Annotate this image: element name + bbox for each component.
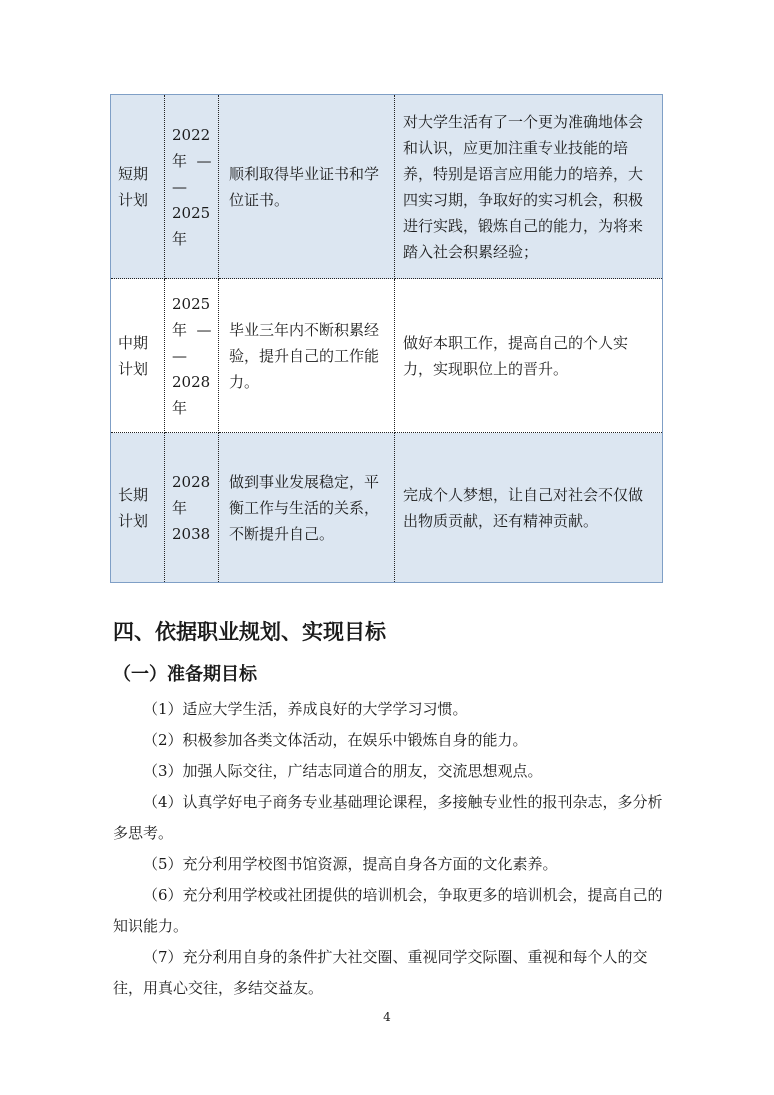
plan-type-line: 中期 [118, 333, 149, 352]
plan-time-line: 年 [172, 498, 188, 517]
plan-time-line: 年 [172, 398, 188, 417]
plan-time-line: 2028 [172, 372, 211, 391]
plan-type-line: 计划 [118, 359, 149, 378]
plan-time-line: 2025 [172, 294, 211, 313]
plan-goal-cell [219, 279, 395, 433]
plan-goal-text: 顺利取得毕业证书和学位证书。 [229, 164, 380, 209]
plan-time-line: 年 [172, 229, 188, 248]
plan-action-text: 对大学生活有了一个更为准确地体会和认识，应更加注重专业技能的培养，特别是语言应用能力的培养，大四实习期，争取好的实习机会，积极进行实践，锻炼自己的能力，为将来踏入社会积累经验； [403, 112, 644, 261]
section-heading: 四、依据职业规划、实现目标 [113, 620, 386, 644]
goal-item: （2）积极参加各类文体活动，在娱乐中锻炼自身的能力。 [143, 731, 528, 749]
plan-time-line: 年 — [172, 320, 212, 339]
plan-time-line: 年 — [172, 151, 212, 170]
goal-list [113, 694, 665, 1004]
goal-item: （3）加强人际交往，广结志同道合的朋友，交流思想观点。 [143, 762, 543, 780]
goal-item: （5）充分利用学校图书馆资源，提高自身各方面的文化素养。 [143, 855, 558, 873]
goal-item: （4）认真学好电子商务专业基础理论课程，多接触专业性的报刊杂志，多分析多思考。 [113, 793, 663, 842]
plan-action-cell [395, 95, 663, 279]
plan-time-line: 2022 [172, 125, 211, 144]
plan-time-line: 2025 [172, 203, 211, 222]
subsection-heading: （一）准备期目标 [113, 664, 257, 685]
career-plan-table [110, 94, 663, 583]
plan-time-line: — [172, 346, 187, 365]
plan-time-cell [165, 95, 219, 279]
plan-time-cell [165, 279, 219, 433]
plan-time-cell [165, 433, 219, 583]
plan-time-line: 2038 [172, 524, 211, 543]
plan-type-cell [111, 95, 165, 279]
plan-type-cell [111, 433, 165, 583]
plan-time-line: — [172, 177, 187, 196]
table-row-mid-term [111, 279, 663, 433]
plan-time-line: 2028 [172, 472, 211, 491]
plan-type-line: 计划 [118, 511, 149, 530]
plan-action-text: 做好本职工作，提高自己的个人实力，实现职位上的晋升。 [403, 333, 629, 378]
goal-item: （7）充分利用自身的条件扩大社交圈、重视同学交际圈、重视和每个人的交往，用真心交往，多结交益友。 [113, 948, 648, 997]
plan-type-line: 短期 [118, 164, 149, 183]
goal-item: （6）充分利用学校或社团提供的培训机会，争取更多的培训机会，提高自己的知识能力。 [113, 886, 663, 935]
plan-goal-cell [219, 433, 395, 583]
plan-action-cell [395, 279, 663, 433]
plan-type-line: 计划 [118, 190, 149, 209]
page-number: 4 [383, 1010, 391, 1024]
goal-item: （1）适应大学生活，养成良好的大学学习习惯。 [143, 700, 468, 718]
table-row-long-term [111, 433, 663, 583]
plan-type-line: 长期 [118, 485, 149, 504]
table-row-short-term [111, 95, 663, 279]
plan-goal-text: 毕业三年内不断积累经验，提升自己的工作能力。 [229, 320, 380, 391]
plan-goal-cell [219, 95, 395, 279]
plan-type-cell [111, 279, 165, 433]
plan-action-text: 完成个人梦想，让自己对社会不仅做出物质贡献，还有精神贡献。 [403, 485, 644, 530]
plan-goal-text: 做到事业发展稳定，平衡工作与生活的关系，不断提升自己。 [229, 472, 380, 543]
plan-action-cell [395, 433, 663, 583]
